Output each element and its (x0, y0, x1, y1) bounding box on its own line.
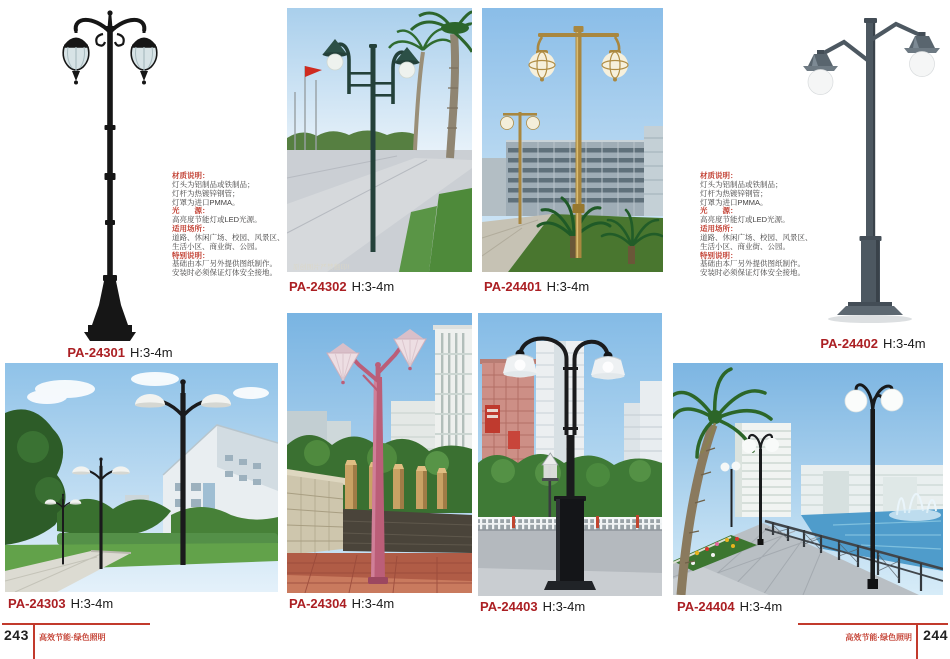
pa-24302-scene-illustration (287, 8, 472, 272)
pa-24402-lamp-illustration (790, 8, 948, 333)
product-height: H:3-4m (351, 279, 395, 294)
product-label-pa-24301 (40, 346, 200, 360)
product-code: PA-24402 (820, 336, 878, 351)
product-label-pa-24404 (677, 600, 782, 614)
spec-heading-source: 光 源： (700, 206, 738, 216)
product-photo-pa-24402 (790, 8, 948, 333)
product-photo-pa-24403 (478, 313, 662, 596)
spec-line: 生活小区、商业街、公园。 (700, 241, 790, 251)
page-number-left: 243 (4, 627, 29, 643)
pa-24301-lamp-illustration (15, 5, 175, 345)
footer-divider-right (916, 625, 918, 659)
spec-line: 灯杆为热镀锌钢管； (172, 188, 240, 198)
spec-heading-special: 特别说明： (172, 250, 210, 260)
spec-line: 生活小区、商业街、公园。 (172, 241, 262, 251)
product-code: PA-24303 (8, 596, 66, 611)
spec-line: 灯杆为热镀锌钢管； (700, 188, 768, 198)
spec-line: 灯罩为进口PMMA。 (700, 197, 768, 207)
footer-right (798, 623, 948, 659)
product-height: H:3-4m (882, 336, 926, 351)
spec-line: 基础由本厂另外提供图纸制作。 (700, 259, 805, 269)
pa-24403-scene-illustration (478, 313, 662, 596)
spec-line: 灯头为铝制品或铁制品； (172, 179, 255, 189)
spec-block-left (172, 172, 292, 278)
product-height: H:3-4m (129, 345, 173, 360)
product-photo-pa-24302 (287, 8, 472, 272)
product-code: PA-24404 (677, 599, 735, 614)
pa-24303-scene-illustration (5, 363, 278, 592)
spec-line: 道路、休闲广场、校园、风景区、 (700, 232, 813, 242)
spec-line: 安装时必须保证灯体安全接地。 (700, 268, 805, 278)
product-height: H:3-4m (546, 279, 590, 294)
spec-line: 高亮度节能灯或LED光源。 (700, 215, 790, 225)
product-height: H:3-4m (70, 596, 114, 611)
product-code: PA-24304 (289, 596, 347, 611)
product-label-pa-24402 (793, 337, 950, 351)
spec-line: 灯头为铝制品或铁制品； (700, 179, 783, 189)
product-height: H:3-4m (739, 599, 783, 614)
footer-left (2, 623, 150, 659)
footer-slogan-left: 高效节能·绿色照明 (39, 633, 106, 642)
footer-slogan-right: 高效节能·绿色照明 (845, 633, 912, 642)
product-photo-pa-24303 (5, 363, 278, 592)
spec-heading-material: 材质说明： (700, 171, 738, 180)
product-code: PA-24403 (480, 599, 538, 614)
spec-line: 安装时必须保证灯体安全接地。 (172, 268, 277, 278)
product-photo-pa-24401 (482, 8, 663, 272)
spec-line: 道路、休闲广场、校园、风景区、 (172, 232, 285, 242)
product-photo-pa-24304 (287, 313, 472, 593)
spec-block-right (700, 172, 820, 278)
footer-divider-left (33, 625, 35, 659)
product-label-pa-24403 (480, 600, 585, 614)
product-code: PA-24401 (484, 279, 542, 294)
spec-heading-special: 特别说明： (700, 250, 738, 260)
product-height: H:3-4m (351, 596, 395, 611)
product-label-pa-24401 (484, 280, 589, 294)
product-height: H:3-4m (542, 599, 586, 614)
pa-24401-scene-illustration (482, 8, 663, 272)
photo-watermark: 原创图片严禁翻印! (293, 264, 350, 271)
spec-line: 灯罩为进口PMMA。 (172, 197, 240, 207)
spec-heading-material: 材质说明： (172, 171, 210, 180)
product-photo-pa-24301 (15, 5, 175, 345)
spec-line: 基础由本厂另外提供图纸制作。 (172, 259, 277, 269)
spec-heading-place: 适用场所： (172, 224, 210, 234)
product-code: PA-24302 (289, 279, 347, 294)
page-number-right: 244 (923, 627, 948, 643)
spec-heading-place: 适用场所： (700, 224, 738, 234)
product-label-pa-24304 (289, 597, 394, 611)
product-photo-pa-24404 (673, 363, 943, 595)
pa-24404-scene-illustration (673, 363, 943, 595)
spec-line: 高亮度节能灯或LED光源。 (172, 215, 262, 225)
product-label-pa-24302 (289, 280, 394, 294)
pa-24304-scene-illustration (287, 313, 472, 593)
product-code: PA-24301 (67, 345, 125, 360)
spec-heading-source: 光 源： (172, 206, 210, 216)
product-label-pa-24303 (8, 597, 113, 611)
